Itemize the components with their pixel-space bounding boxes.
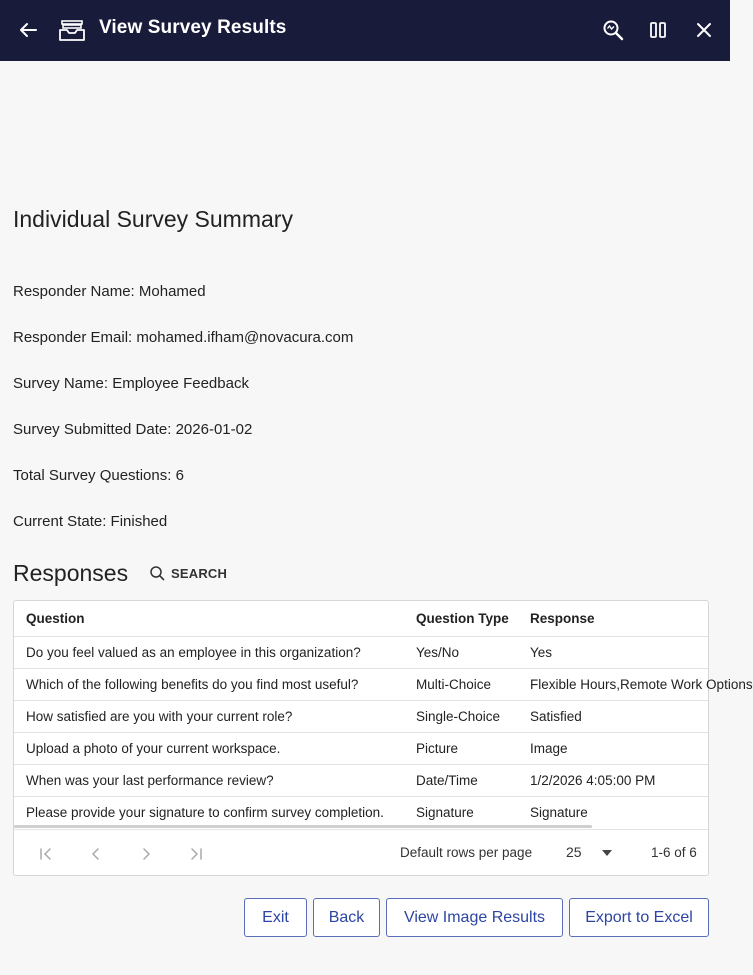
- cell-question: Upload a photo of your current workspace.: [26, 741, 281, 756]
- first-page-button[interactable]: [36, 844, 56, 864]
- zoom-search-icon: [602, 19, 624, 41]
- previous-page-button[interactable]: [86, 844, 106, 864]
- exit-button[interactable]: Exit: [244, 898, 307, 937]
- cell-question: Which of the following benefits do you find most useful?: [26, 677, 359, 692]
- cell-response: Satisfied: [530, 709, 582, 724]
- last-page-button[interactable]: [186, 844, 206, 864]
- total-survey-questions: Total Survey Questions: 6: [13, 467, 184, 484]
- cell-question-type: Yes/No: [416, 645, 460, 660]
- columns-icon: [649, 21, 667, 39]
- cell-question-type: Multi-Choice: [416, 677, 492, 692]
- cell-question-type: Signature: [416, 805, 474, 820]
- columns-button[interactable]: [644, 16, 672, 44]
- cell-question-type: Single-Choice: [416, 709, 501, 724]
- close-icon: [695, 21, 713, 39]
- page-title: View Survey Results: [99, 17, 287, 38]
- cell-question-type: Picture: [416, 741, 459, 756]
- current-state: Current State: Finished: [13, 513, 168, 530]
- summary-title: Individual Survey Summary: [13, 206, 293, 232]
- page-range: 1-6 of 6: [651, 845, 697, 860]
- table-row[interactable]: [14, 701, 708, 733]
- responder-email: Responder Email: mohamed.ifham@novacura.com: [13, 329, 354, 346]
- inbox-tray-icon: [58, 16, 86, 44]
- first-page-icon: [38, 846, 54, 862]
- export-to-excel-button[interactable]: Export to Excel: [569, 898, 709, 937]
- cell-response: 1/2/2026 4:05:00 PM: [530, 773, 656, 788]
- rows-per-page-select[interactable]: [566, 842, 616, 864]
- search-label: SEARCH: [171, 565, 228, 581]
- cell-response: Image: [530, 741, 568, 756]
- column-header-question-type[interactable]: Question Type: [416, 611, 509, 626]
- close-button[interactable]: [690, 16, 718, 44]
- table-row[interactable]: [14, 733, 708, 765]
- cell-response: Yes: [530, 645, 553, 660]
- back-arrow-button[interactable]: [14, 16, 42, 44]
- table-row[interactable]: [14, 765, 708, 797]
- search-icon: [149, 565, 165, 581]
- caret-down-icon: [602, 850, 612, 856]
- column-header-question[interactable]: Question: [26, 611, 85, 626]
- zoom-search-button[interactable]: [599, 16, 627, 44]
- survey-name: Survey Name: Employee Feedback: [13, 375, 249, 392]
- search-button[interactable]: [149, 563, 227, 583]
- responses-title: Responses: [13, 560, 129, 586]
- cell-response: Flexible Hours,Remote Work Options: [530, 677, 753, 692]
- horizontal-scrollbar[interactable]: [14, 825, 592, 828]
- back-button[interactable]: Back: [313, 898, 380, 937]
- rows-per-page-value: 25: [566, 844, 582, 860]
- responses-grid: [13, 600, 753, 876]
- cell-response: Signature: [530, 805, 588, 820]
- next-page-button[interactable]: [136, 844, 156, 864]
- cell-question: Do you feel valued as an employee in this organization?: [26, 645, 361, 660]
- grid-pager: [14, 829, 708, 877]
- arrow-left-icon: [18, 20, 38, 40]
- column-header-response[interactable]: Response: [530, 611, 595, 626]
- cell-question-type: Date/Time: [416, 773, 478, 788]
- cell-question: Please provide your signature to confirm survey completion.: [26, 805, 384, 820]
- table-row[interactable]: [14, 637, 708, 669]
- app-header: [0, 0, 730, 61]
- table-row[interactable]: [14, 669, 753, 701]
- rows-per-page-label: Default rows per page: [400, 845, 533, 860]
- view-image-results-button[interactable]: View Image Results: [386, 898, 563, 937]
- grid-header: [14, 601, 708, 637]
- survey-submitted-date: Survey Submitted Date: 2026-01-02: [13, 421, 253, 438]
- cell-question: How satisfied are you with your current role?: [26, 709, 293, 724]
- last-page-icon: [188, 846, 204, 862]
- chevron-left-icon: [88, 846, 104, 862]
- chevron-right-icon: [138, 846, 154, 862]
- cell-question: When was your last performance review?: [26, 773, 274, 788]
- responder-name: Responder Name: Mohamed: [13, 283, 206, 300]
